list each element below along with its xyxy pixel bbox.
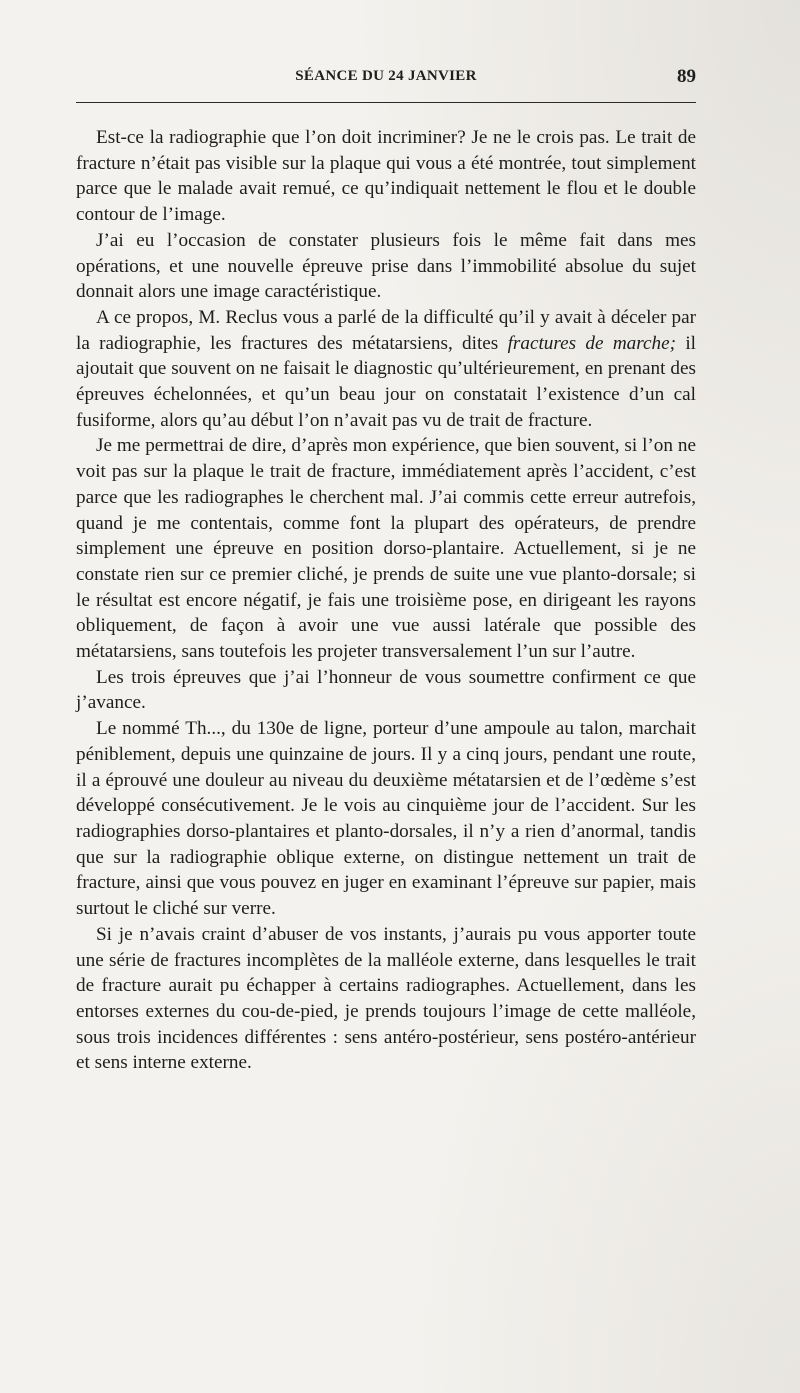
page-header xyxy=(76,68,696,94)
body-text xyxy=(76,125,696,1076)
paragraph-7: Si je n’avais craint d’abuser de vos instants, j’aurais pu vous apporter toute une série de fractures incomplètes de la malléole externe, dans lesquelles le trait de fracture aurait pu échapper à certains radiographes. Actuellement, dans les entorses externes du cou-de-pied, je prends toujours l’image de cette malléole, sous trois incidences différentes : sens antéro-postérieur, sens postéro-antérieur et sens interne externe. xyxy=(76,923,696,1074)
running-title: SÉANCE DU 24 JANVIER xyxy=(295,68,477,84)
paragraph-5: Les trois épreuves que j’ai l’honneur de vous soumettre confirment ce que j’avance. xyxy=(76,666,696,714)
paragraph-1: Est-ce la radiographie que l’on doit incriminer? Je ne le crois pas. Le trait de fracture n’était pas visible sur la plaque qui vous a été montrée, tout simplement parce que le malade avait remué, ce qu’indiquait nettement le flou et le double contour de l’image. xyxy=(76,127,696,226)
paragraph-3 xyxy=(76,305,696,434)
paragraph-4: Je me permettrai de dire, d’après mon expérience, que bien souvent, si l’on ne voit pas sur la plaque le trait de fracture, immédiatement après l’accident, c’est parce que les radiographes le cherchent mal. J’ai commis cette erreur autrefois, quand je me contentais, comme font la plupart des opérateurs, de prendre simplement une épreuve en position dorso-plantaire. Actuellement, si je ne constate rien sur ce premier cliché, je prends de suite une vue planto-dorsale; si le résultat est encore négatif, je fais une troisième pose, en dirigeant les rayons obliquement, de façon à avoir une vue aussi latérale que possible des métatarsiens, sans toutefois les projeter transversalement l’un sur l’autre. xyxy=(76,435,696,663)
paragraph-6: Le nommé Th..., du 130e de ligne, porteur d’une ampoule au talon, marchait péniblement, depuis une quinzaine de jours. Il y a cinq jours, pendant une route, il a éprouvé une douleur au niveau du deuxième métatarsien et de l’œdème s’est développé consécutivement. Je le vois au cinquième jour de l’accident. Sur les radiographies dorso-plantaires et planto-dorsales, il n’y a rien d’anormal, tandis que sur la radiographie oblique externe, on distingue nettement un trait de fracture, ainsi que vous pouvez en juger en examinant l’épreuve sur papier, mais surtout le cliché sur verre. xyxy=(76,718,696,920)
paragraph-3-italic: fractures de marche; xyxy=(507,332,677,354)
header-rule xyxy=(76,102,696,103)
paragraph-3-end: il ajoutait que souvent on ne faisait le diagnostic qu’ultérieurement, en prenant des épreuves échelonnées, et qu’un beau jour on constatait l’existence d’un cal fusiforme, alors qu’au début l’on n’avait pas vu de trait de fracture. xyxy=(76,332,696,431)
paragraph-2: J’ai eu l’occasion de constater plusieurs fois le même fait dans mes opérations, et une nouvelle épreuve prise dans l’immobilité absolue du sujet donnait alors une image caractéristique. xyxy=(76,229,696,303)
page-number: 89 xyxy=(677,66,696,87)
paragraph-3-start: A ce propos, M. Reclus vous a parlé de la difficulté qu’il y avait à déceler par la radiographie, les fractures des métatarsiens, dites xyxy=(76,306,696,354)
